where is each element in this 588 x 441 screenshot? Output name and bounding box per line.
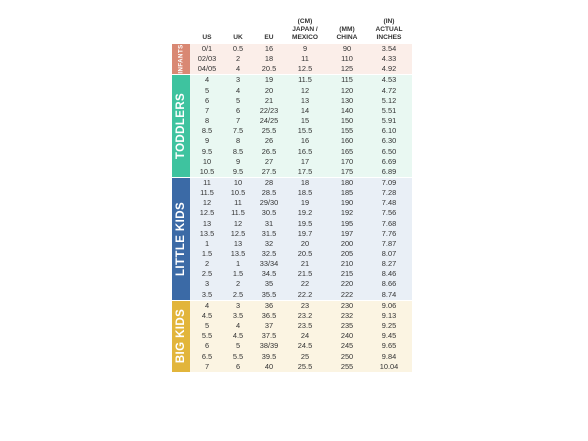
table-cell: 4 — [235, 64, 241, 74]
table-cell: 19 — [300, 198, 310, 208]
table-cell: 4.53 — [381, 75, 397, 85]
table-cell: 4 — [235, 85, 241, 95]
table-cell: 7.56 — [381, 208, 397, 218]
table-cell: 15.5 — [297, 126, 313, 136]
table-cell: 02/03 — [197, 54, 217, 64]
table-cell: 6 — [204, 341, 210, 351]
table-cell: 14 — [300, 105, 310, 115]
table-cell: 31.5 — [261, 228, 277, 238]
table-cell: 21 — [300, 259, 310, 269]
table-cell: 36 — [264, 300, 274, 310]
table-cell: 3.5 — [232, 310, 244, 320]
table-cell: 9.06 — [381, 300, 397, 310]
table-cell: 8.46 — [381, 269, 397, 279]
table-cell: 150 — [340, 116, 354, 126]
table-cell: 13.5 — [230, 249, 246, 258]
table-cell: 4.72 — [381, 85, 397, 95]
table-cell: 7 — [204, 105, 210, 115]
table-cell: 5.5 — [232, 351, 244, 361]
table-cell: 0.5 — [232, 44, 244, 53]
table-cell: 245 — [340, 341, 354, 351]
table-cell: 9.5 — [201, 146, 213, 156]
table-cell: 6 — [235, 105, 241, 115]
table-cell: 2.5 — [232, 289, 244, 299]
table-cell: 197 — [340, 228, 354, 238]
table-cell: 6.10 — [381, 126, 397, 136]
table-cell: 10.5 — [230, 188, 246, 198]
table-cell: 28 — [264, 177, 274, 187]
table-cell: 12.5 — [230, 228, 246, 238]
table-cell: 4.92 — [381, 64, 397, 74]
table-cell: 11.5 — [231, 208, 245, 218]
table-cell: 8.07 — [381, 249, 397, 258]
column-header-line: (CM) — [297, 18, 313, 25]
table-cell: 3 — [204, 279, 210, 289]
table-cell: 155 — [340, 126, 354, 136]
table-cell: 20 — [300, 238, 310, 248]
table-cell: 8.5 — [201, 126, 213, 136]
table-cell: 22 — [300, 279, 310, 289]
table-cell: 5.12 — [381, 95, 397, 105]
table-cell: 11 — [301, 54, 309, 64]
table-cell: 10.04 — [379, 361, 399, 371]
table-cell: 0/1 — [201, 44, 213, 53]
table-cell: 29/30 — [259, 198, 279, 208]
table-cell: 222 — [340, 289, 354, 299]
column-header — [359, 8, 419, 42]
column-header-line: US — [202, 34, 212, 41]
table-cell: 215 — [340, 269, 354, 279]
table-cell: 170 — [340, 156, 354, 166]
table-cell: 195 — [340, 218, 354, 228]
table-cell: 2 — [235, 54, 241, 64]
table-cell: 8.66 — [381, 279, 397, 289]
table-cell: 17.5 — [297, 166, 313, 176]
table-cell: 90 — [342, 44, 352, 53]
table-cell: 5.91 — [381, 116, 397, 126]
table-cell: 8.5 — [232, 146, 244, 156]
table-cell: 11.5 — [200, 188, 214, 198]
table-cell: 20.5 — [261, 64, 277, 74]
table-cell: 9 — [302, 44, 308, 53]
table-cell: 16.5 — [297, 146, 313, 156]
table-cell: 21 — [264, 95, 274, 105]
table-cell: 10.5 — [199, 166, 215, 176]
table-cell: 7.48 — [381, 198, 397, 208]
table-cell: 250 — [340, 351, 354, 361]
table-cell: 12 — [202, 198, 212, 208]
table-cell: 9.25 — [381, 321, 397, 331]
table-cell: 22.2 — [297, 289, 313, 299]
table-cell: 8 — [235, 136, 241, 146]
table-cell: 3 — [235, 75, 241, 85]
table-cell: 110 — [341, 54, 353, 64]
table-cell: 23 — [300, 300, 310, 310]
table-cell: 26 — [264, 136, 274, 146]
table-cell: 15 — [300, 116, 310, 126]
table-cell: 4 — [204, 75, 210, 85]
table-cell: 4.5 — [201, 310, 213, 320]
table-cell: 4.5 — [232, 331, 244, 341]
table-cell: 23.2 — [297, 310, 313, 320]
table-cell: 16 — [300, 136, 310, 146]
table-cell: 23.5 — [297, 321, 313, 331]
section-label: INFANTS — [177, 44, 185, 74]
table-cell: 34.5 — [261, 269, 277, 279]
table-cell: 180 — [340, 177, 354, 187]
table-cell: 20 — [264, 85, 274, 95]
section-band-toddlers — [172, 75, 190, 177]
table-cell: 175 — [340, 166, 354, 176]
table-cell: 160 — [340, 136, 354, 146]
table-cell: 210 — [340, 259, 354, 269]
table-cell: 6.89 — [381, 166, 397, 176]
table-cell: 1 — [235, 259, 241, 269]
table-cell: 7 — [204, 361, 210, 371]
table-cell: 6 — [204, 95, 210, 105]
table-cell: 19.5 — [297, 218, 313, 228]
table-cell: 9 — [235, 156, 241, 166]
table-cell: 11 — [203, 177, 211, 187]
table-cell: 31 — [264, 218, 274, 228]
column-header-line: JAPAN / — [292, 26, 318, 33]
table-cell: 7 — [235, 116, 241, 126]
table-cell: 3 — [235, 300, 241, 310]
table-cell: 7.5 — [232, 126, 244, 136]
table-cell: 10 — [202, 156, 212, 166]
table-cell: 7.76 — [381, 228, 397, 238]
table-cell: 232 — [340, 310, 354, 320]
table-cell: 2.5 — [201, 269, 213, 279]
table-cell: 35 — [264, 279, 274, 289]
table-cell: 32 — [264, 238, 274, 248]
table-cell: 19 — [264, 75, 274, 85]
table-cell: 10 — [233, 177, 243, 187]
table-cell: 25.5 — [261, 126, 277, 136]
table-cell: 18.5 — [297, 188, 313, 198]
table-cell: 3.5 — [201, 289, 213, 299]
table-cell: 13 — [202, 218, 212, 228]
table-cell: 24/25 — [259, 116, 279, 126]
section-label: LITTLE KIDS — [175, 201, 187, 276]
table-cell: 7.28 — [381, 188, 397, 198]
column-header-line: CHINA — [336, 34, 358, 41]
table-cell: 11.5 — [298, 75, 312, 85]
table-cell: 30.5 — [261, 208, 277, 218]
table-cell: 120 — [340, 85, 354, 95]
table-cell: 8.74 — [381, 289, 397, 299]
table-cell: 7.87 — [381, 238, 397, 248]
table-cell: 4 — [235, 321, 241, 331]
table-cell: 9.5 — [232, 166, 244, 176]
column-header-line: MEXICO — [291, 34, 318, 41]
table-cell: 9.65 — [381, 341, 397, 351]
table-cell: 2 — [204, 259, 210, 269]
table-cell: 185 — [340, 188, 354, 198]
table-cell: 6.69 — [381, 156, 397, 166]
table-cell: 205 — [340, 249, 354, 258]
table-cell: 28.5 — [261, 188, 277, 198]
table-cell: 19.7 — [297, 228, 313, 238]
section-label: TODDLERS — [175, 93, 187, 160]
table-cell: 19.2 — [297, 208, 313, 218]
table-cell: 5.5 — [201, 331, 213, 341]
column-header-line: EU — [264, 34, 274, 41]
table-cell: 6.30 — [381, 136, 397, 146]
table-cell: 9.45 — [381, 331, 397, 341]
table-cell: 13 — [300, 95, 310, 105]
column-header-line: UK — [233, 34, 243, 41]
table-cell: 1 — [204, 238, 210, 248]
table-cell: 9.13 — [381, 310, 397, 320]
table-cell: 235 — [340, 321, 354, 331]
table-cell: 5 — [235, 341, 241, 351]
table-cell: 33/34 — [259, 259, 279, 269]
table-cell: 5 — [204, 321, 210, 331]
section-band-infants — [172, 44, 190, 74]
table-cell: 7.68 — [381, 218, 397, 228]
table-cell: 2 — [235, 279, 241, 289]
table-cell: 4 — [204, 300, 210, 310]
table-cell: 25.5 — [297, 361, 313, 371]
table-cell: 38/39 — [259, 341, 279, 351]
table-cell: 190 — [340, 198, 354, 208]
table-cell: 16 — [264, 44, 274, 53]
table-cell: 11 — [234, 198, 242, 208]
table-cell: 5 — [235, 95, 241, 105]
table-cell: 7.09 — [381, 177, 397, 187]
table-cell: 200 — [340, 238, 354, 248]
table-cell: 125 — [340, 64, 354, 74]
table-cell: 25 — [300, 351, 310, 361]
table-cell: 18 — [300, 177, 310, 187]
table-cell: 9 — [204, 136, 210, 146]
table-cell: 255 — [340, 361, 354, 371]
table-cell: 20.5 — [297, 249, 313, 258]
table-cell: 26.5 — [261, 146, 277, 156]
table-cell: 5.51 — [381, 105, 397, 115]
table-cell: 165 — [340, 146, 354, 156]
table-cell: 27.5 — [261, 166, 277, 176]
table-cell: 18 — [264, 54, 274, 64]
table-cell: 12 — [300, 85, 310, 95]
table-cell: 40 — [264, 361, 274, 371]
table-cell: 6.5 — [201, 351, 213, 361]
table-cell: 230 — [340, 300, 354, 310]
table-cell: 1.5 — [201, 249, 213, 258]
section-label: BIG KIDS — [175, 309, 187, 364]
table-cell: 37.5 — [261, 331, 277, 341]
section-band-big-kids — [172, 301, 190, 372]
table-cell: 04/05 — [197, 64, 217, 74]
column-header-line: (MM) — [339, 26, 355, 33]
table-cell: 13 — [233, 238, 243, 248]
table-cell: 8 — [204, 116, 210, 126]
table-cell: 220 — [340, 279, 354, 289]
table-cell: 130 — [340, 95, 354, 105]
table-cell: 5 — [204, 85, 210, 95]
table-cell: 9.84 — [381, 351, 397, 361]
table-cell: 1.5 — [232, 269, 244, 279]
table-cell: 6.50 — [381, 146, 397, 156]
table-cell: 12.5 — [297, 64, 313, 74]
table-cell: 3.54 — [381, 44, 397, 53]
table-cell: 140 — [340, 105, 354, 115]
column-header-line: INCHES — [376, 34, 402, 41]
table-cell: 21.5 — [297, 269, 313, 279]
table-cell: 24.5 — [297, 341, 313, 351]
table-cell: 6 — [235, 361, 241, 371]
table-cell: 39.5 — [261, 351, 277, 361]
table-cell: 115 — [341, 75, 353, 85]
table-cell: 32.5 — [261, 249, 277, 258]
column-header-line: (IN) — [383, 18, 395, 25]
table-cell: 22/23 — [259, 105, 279, 115]
table-cell: 13.5 — [199, 228, 215, 238]
section-band-little-kids — [172, 178, 190, 300]
table-cell: 240 — [340, 331, 354, 341]
table-cell: 12.5 — [199, 208, 215, 218]
column-header-line: ACTUAL — [375, 26, 403, 33]
table-cell: 37 — [264, 321, 274, 331]
table-cell: 24 — [300, 331, 310, 341]
table-cell: 192 — [340, 208, 354, 218]
table-cell: 36.5 — [261, 310, 277, 320]
table-cell: 35.5 — [261, 289, 277, 299]
table-cell: 27 — [264, 156, 274, 166]
table-cell: 12 — [233, 218, 243, 228]
table-cell: 4.33 — [381, 54, 397, 64]
table-cell: 8.27 — [381, 259, 397, 269]
table-cell: 17 — [300, 156, 310, 166]
